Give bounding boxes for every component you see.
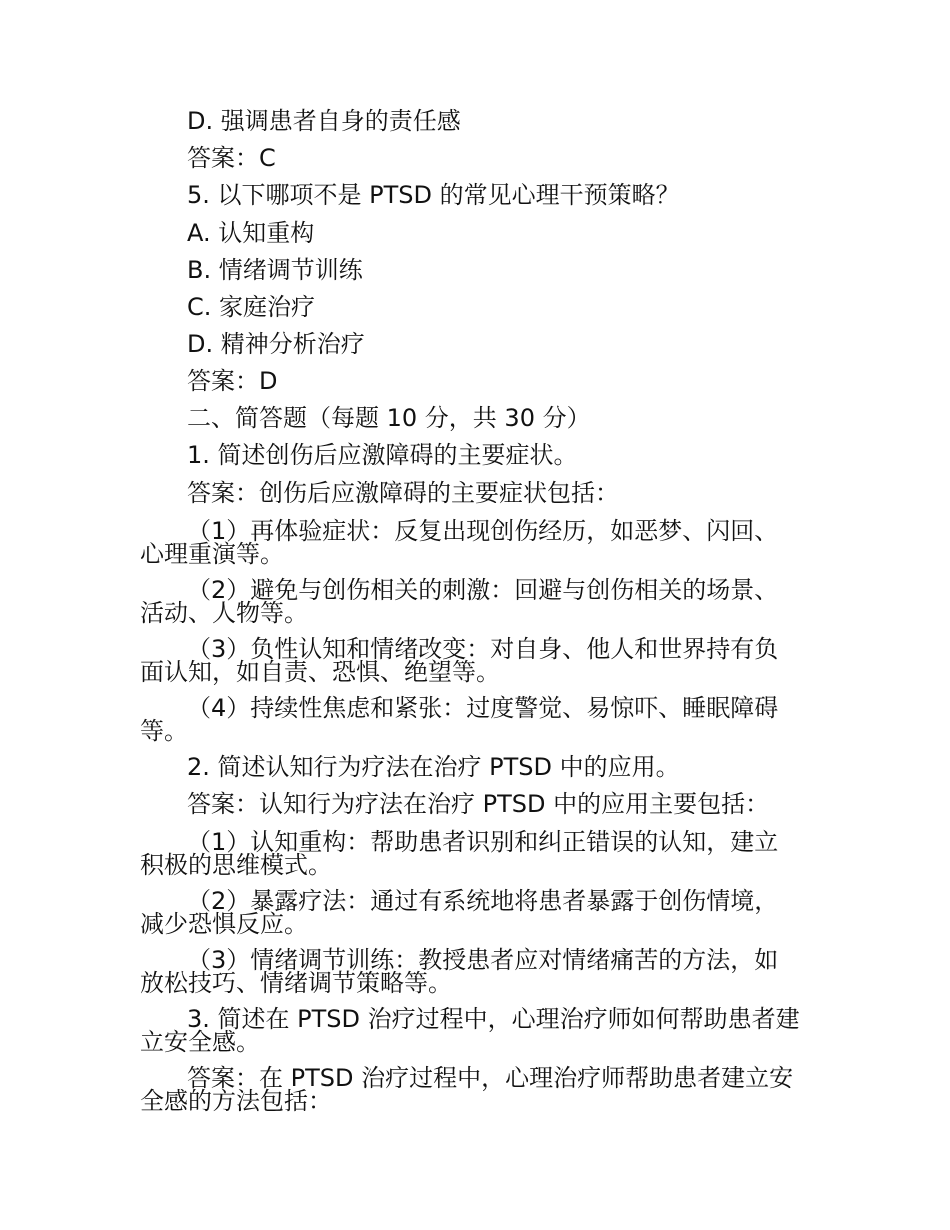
answer-item-continuation: 等。 [140,717,188,745]
answer-intro-continuation: 全感的方法包括： [140,1087,332,1115]
question-3: 3. 简述在 PTSD 治疗过程中，心理治疗师如何帮助患者建 [187,1005,800,1033]
answer-item-continuation: 积极的思维模式。 [140,851,332,879]
answer-item-continuation: 心理重演等。 [140,540,284,568]
answer-item: （2）暴露疗法：通过有系统地将患者暴露于创伤情境， [187,887,779,915]
section-heading: 二、简答题（每题 10 分，共 30 分） [187,404,591,432]
answer-item: （3）情绪调节训练：教授患者应对情绪痛苦的方法，如 [187,946,779,974]
answer-intro: 答案：认知行为疗法在治疗 PTSD 中的应用主要包括： [187,790,770,818]
option-d-line: D. 强调患者自身的责任感 [187,107,461,135]
answer-line: 答案：C [187,144,276,172]
answer-item-continuation: 活动、人物等。 [140,599,308,627]
question-3-continuation: 立安全感。 [140,1028,260,1056]
answer-item: （1）再体验症状：反复出现创伤经历，如恶梦、闪回、 [187,517,779,545]
answer-item-continuation: 面认知，如自责、恐惧、绝望等。 [140,658,500,686]
answer-item: （4）持续性焦虑和紧张：过度警觉、易惊吓、睡眠障碍 [187,694,779,722]
option-b-line: B. 情绪调节训练 [187,256,363,284]
answer-intro: 答案：创伤后应激障碍的主要症状包括： [187,479,619,507]
question-1: 1. 简述创伤后应激障碍的主要症状。 [187,441,578,469]
option-a-line: A. 认知重构 [187,219,315,247]
answer-item-continuation: 放松技巧、情绪调节策略等。 [140,969,452,997]
answer-intro: 答案：在 PTSD 治疗过程中，心理治疗师帮助患者建立安 [187,1064,794,1092]
answer-line: 答案：D [187,367,278,395]
answer-item: （2）避免与创伤相关的刺激：回避与创伤相关的场景、 [187,576,779,604]
option-d-line: D. 精神分析治疗 [187,330,365,358]
answer-item-continuation: 减少恐惧反应。 [140,910,308,938]
question-5: 5. 以下哪项不是 PTSD 的常见心理干预策略？ [187,181,680,209]
answer-item: （3）负性认知和情绪改变：对自身、他人和世界持有负 [187,635,779,663]
answer-item: （1）认知重构：帮助患者识别和纠正错误的认知，建立 [187,828,779,856]
question-2: 2. 简述认知行为疗法在治疗 PTSD 中的应用。 [187,753,680,781]
option-c-line: C. 家庭治疗 [187,293,316,321]
